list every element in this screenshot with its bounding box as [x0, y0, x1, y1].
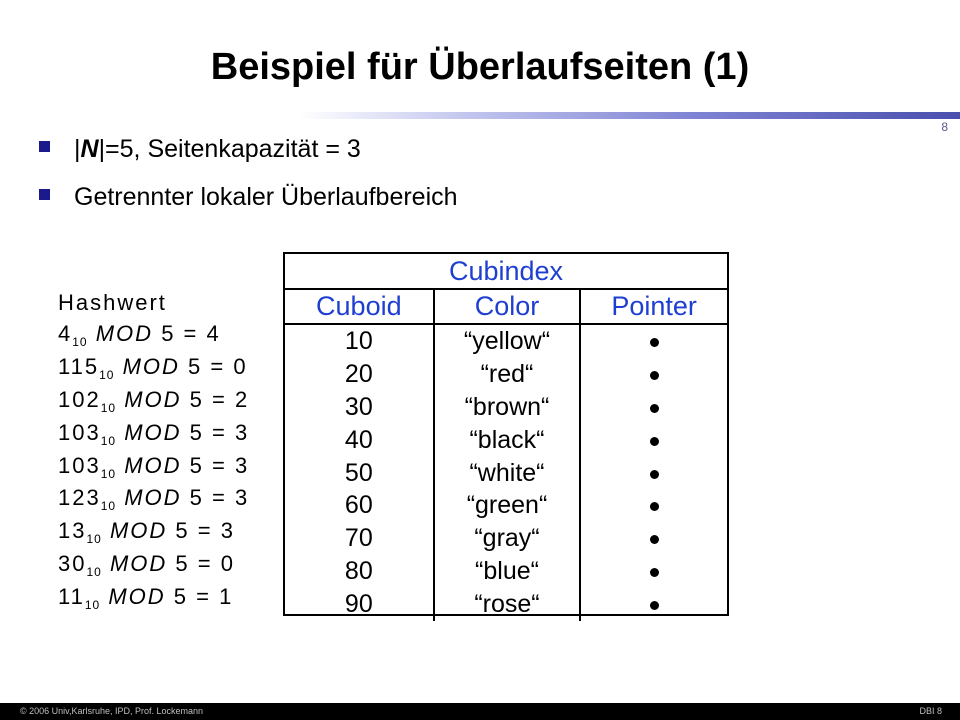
column-header-color: Color	[435, 290, 582, 323]
color-cell: “white“	[469, 458, 545, 487]
pointer-cell	[581, 588, 727, 621]
hash-number: 30	[58, 551, 87, 577]
hash-expression: 5 = 3	[175, 518, 235, 544]
pointer-dot-icon	[650, 601, 659, 610]
hash-number: 102	[58, 386, 101, 412]
bullet-item	[38, 126, 458, 172]
hash-row	[58, 318, 249, 351]
pointer-cell	[581, 457, 727, 490]
hash-base: 10	[86, 532, 102, 547]
hash-base: 10	[86, 565, 102, 580]
hash-number: 103	[58, 452, 101, 478]
pointer-dot-icon	[650, 502, 659, 511]
square-bullet-icon	[39, 141, 50, 152]
pointer-cell	[581, 358, 727, 391]
hash-number: 123	[58, 485, 101, 511]
bullet-text-prefix: |	[74, 135, 81, 163]
hash-mod: MOD	[109, 551, 168, 577]
pointer-dot-icon	[650, 437, 659, 446]
hash-base: 10	[72, 335, 88, 349]
cuboid-cell: 50	[344, 458, 373, 487]
hash-title: Hashwert	[58, 290, 167, 315]
slide-number: 8	[941, 120, 948, 134]
slide-title: Beispiel für Überlaufseiten (1)	[210, 46, 750, 88]
hash-row	[58, 515, 249, 548]
column-header-pointer: Pointer	[611, 291, 697, 321]
pointer-cell	[581, 522, 727, 555]
hash-number: 4	[58, 321, 73, 346]
hash-number: 115	[58, 353, 100, 379]
footer-copyright: © 2006 Univ,Karlsruhe, IPD, Prof. Lockemann	[20, 706, 204, 716]
hash-mod: MOD	[109, 518, 168, 544]
footer-bar	[0, 703, 960, 720]
hash-mod: MOD	[124, 386, 182, 412]
hash-row	[58, 581, 249, 614]
pointer-dot-icon	[650, 535, 659, 544]
hash-mod: MOD	[124, 452, 182, 478]
pointer-cell	[581, 391, 727, 424]
hash-base: 10	[84, 598, 101, 613]
color-column	[435, 325, 582, 621]
hash-expression: 5 = 3	[189, 419, 250, 445]
bullet-text-suffix: |=5, Seitenkapazität = 3	[98, 135, 361, 163]
cuboid-cell: 70	[344, 524, 373, 553]
pointer-column	[581, 325, 727, 621]
pointer-cell	[581, 489, 727, 522]
cuboid-column	[285, 325, 435, 621]
color-cell: “yellow“	[463, 327, 551, 355]
bullet-text-emphasis: N	[80, 135, 99, 163]
hash-number: 11	[58, 584, 85, 610]
hash-mod: MOD	[122, 353, 180, 379]
hash-list	[58, 288, 249, 614]
pointer-dot-icon	[650, 568, 659, 577]
color-cell: “gray“	[474, 524, 540, 553]
hash-base: 10	[100, 499, 117, 514]
title-underline	[300, 112, 960, 119]
hash-row	[58, 548, 249, 581]
table-body	[285, 325, 727, 621]
cuboid-cell: 60	[344, 491, 373, 520]
cubindex-table	[283, 252, 729, 619]
hash-rows	[58, 318, 249, 614]
pointer-dot-icon	[650, 404, 659, 413]
hash-expression: 5 = 1	[173, 584, 234, 610]
hash-mod: MOD	[108, 584, 166, 610]
table-title: Cubindex	[285, 254, 727, 290]
hash-expression: 5 = 3	[189, 485, 250, 511]
hash-mod: MOD	[95, 321, 154, 346]
hash-expression: 5 = 0	[188, 353, 248, 379]
table-header-row	[285, 290, 727, 325]
color-cell: “red“	[480, 359, 534, 388]
hash-mod: MOD	[124, 419, 182, 445]
hash-expression: 5 = 3	[189, 452, 250, 478]
hash-row	[58, 417, 249, 450]
hash-base: 10	[100, 400, 117, 415]
hash-row	[58, 482, 249, 515]
cuboid-cell: 30	[344, 392, 373, 421]
hash-mod: MOD	[124, 485, 182, 511]
color-cell: “black“	[469, 425, 545, 454]
color-cell: “blue“	[475, 557, 539, 586]
hash-number: 13	[58, 518, 87, 544]
footer-page-label: DBI 8	[919, 706, 942, 716]
column-header-cuboid: Cuboid	[285, 290, 435, 323]
bullet-item	[38, 174, 458, 220]
color-cell: “green“	[466, 491, 548, 520]
cuboid-cell: 80	[344, 557, 373, 586]
cuboid-cell: 90	[344, 590, 373, 619]
cuboid-cell: 10	[344, 327, 373, 355]
pointer-dot-icon	[650, 338, 659, 347]
cuboid-cell: 40	[344, 425, 373, 454]
hash-expression: 5 = 4	[161, 321, 221, 346]
pointer-dot-icon	[650, 371, 659, 380]
hash-expression: 5 = 2	[189, 386, 250, 412]
color-cell: “brown“	[464, 392, 550, 421]
color-cell: “rose“	[474, 590, 540, 619]
hash-expression: 5 = 0	[175, 551, 235, 577]
cuboid-cell: 20	[344, 359, 373, 388]
pointer-dot-icon	[650, 470, 659, 479]
pointer-cell	[581, 325, 727, 358]
hash-base: 10	[100, 466, 117, 481]
hash-row	[58, 384, 249, 417]
hash-row	[58, 450, 249, 483]
hash-base: 10	[100, 433, 117, 448]
pointer-cell	[581, 424, 727, 457]
square-bullet-icon	[39, 189, 50, 200]
bullet-text: Getrennter lokaler Überlaufbereich	[74, 183, 458, 211]
hash-row	[58, 351, 249, 384]
pointer-cell	[581, 555, 727, 588]
hash-number: 103	[58, 419, 101, 445]
hash-base: 10	[99, 367, 115, 382]
bullet-list	[38, 126, 458, 220]
